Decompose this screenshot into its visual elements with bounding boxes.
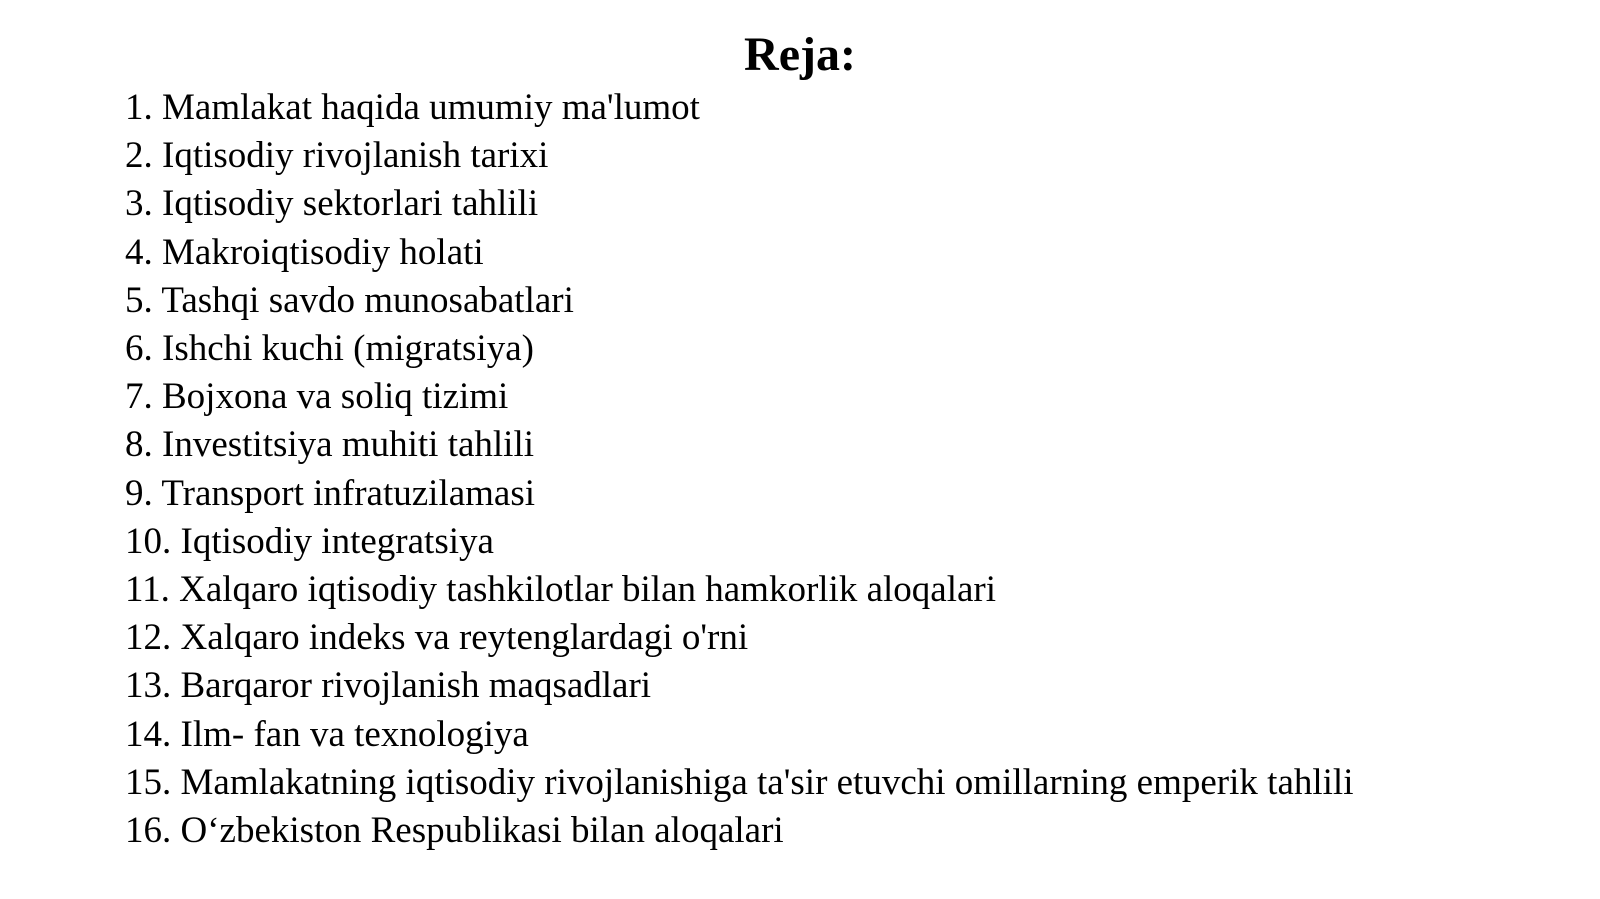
plan-item-16: 16. O‘zbekiston Respublikasi bilan aloqalari <box>125 810 784 852</box>
plan-item-4: 4. Makroiqtisodiy holati <box>125 231 484 273</box>
plan-item-11: 11. Xalqaro iqtisodiy tashkilotlar bilan hamkorlik aloqalari <box>125 569 997 611</box>
plan-item-6: 6. Ishchi kuchi (migratsiya) <box>125 328 534 370</box>
plan-item-5: 5. Tashqi savdo munosabatlari <box>125 279 574 321</box>
plan-item-12: 12. Xalqaro indeks va reytenglardagi o'rni <box>125 617 749 659</box>
plan-item-8: 8. Investitsiya muhiti tahlili <box>125 424 535 466</box>
plan-item-2: 2. Iqtisodiy rivojlanish tarixi <box>125 135 549 177</box>
plan-item-14: 14. Ilm- fan va texnologiya <box>125 713 529 755</box>
plan-item-1: 1. Mamlakat haqida umumiy ma'lumot <box>125 87 700 128</box>
slide-title: Reja: <box>744 28 856 81</box>
plan-item-15: 15. Mamlakatning iqtisodiy rivojlanishiga ta'sir etuvchi omillarning emperik tahlili <box>125 761 1354 803</box>
plan-item-7: 7. Bojxona va soliq tizimi <box>125 376 509 418</box>
plan-item-13: 13. Barqaror rivojlanish maqsadlari <box>125 665 652 707</box>
plan-list <box>125 84 1353 855</box>
plan-item-10: 10. Iqtisodiy integratsiya <box>125 520 494 562</box>
plan-item-9: 9. Transport infratuzilamasi <box>125 472 536 514</box>
plan-item-3: 3. Iqtisodiy sektorlari tahlili <box>125 183 539 225</box>
